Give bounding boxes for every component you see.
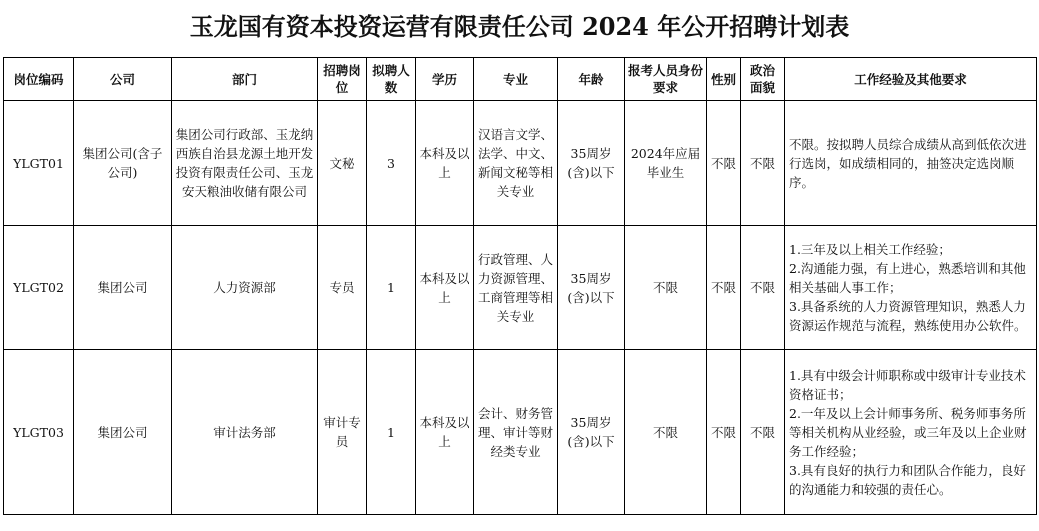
cell-requirements bbox=[785, 350, 1037, 515]
cell-department: 人力资源部 bbox=[172, 226, 318, 350]
requirement-line: 2.一年及以上会计师事务所、税务师事务所等相关机构从业经验，或三年及以上企业财务工作经验； bbox=[789, 405, 1027, 459]
cell-position: 审计专员 bbox=[318, 350, 367, 515]
header-company: 公司 bbox=[74, 58, 172, 101]
cell-politics: 不限 bbox=[741, 226, 785, 350]
cell-code: YLGT01 bbox=[4, 101, 74, 226]
cell-gender: 不限 bbox=[707, 101, 741, 226]
header-department: 部门 bbox=[172, 58, 318, 101]
cell-major: 行政管理、人力资源管理、工商管理等相关专业 bbox=[474, 226, 558, 350]
header-identity: 报考人员身份要求 bbox=[625, 58, 707, 101]
cell-company: 集团公司 bbox=[74, 350, 172, 515]
cell-company: 集团公司 bbox=[74, 226, 172, 350]
cell-identity: 不限 bbox=[625, 226, 707, 350]
cell-requirements bbox=[785, 101, 1037, 226]
cell-gender: 不限 bbox=[707, 226, 741, 350]
cell-headcount: 1 bbox=[367, 226, 416, 350]
header-position: 招聘岗位 bbox=[318, 58, 367, 101]
requirement-line: 不限。按拟聘人员综合成绩从高到低依次进行选岗，如成绩相同的，抽签决定选岗顺序。 bbox=[789, 136, 1027, 190]
cell-identity: 2024年应届毕业生 bbox=[625, 101, 707, 226]
cell-major: 会计、财务管理、审计等财经类专业 bbox=[474, 350, 558, 515]
table-header-row bbox=[4, 58, 1037, 101]
cell-politics: 不限 bbox=[741, 101, 785, 226]
cell-department: 审计法务部 bbox=[172, 350, 318, 515]
cell-education: 本科及以上 bbox=[416, 226, 474, 350]
cell-headcount: 1 bbox=[367, 350, 416, 515]
recruitment-plan-table bbox=[3, 57, 1037, 515]
requirement-line: 2.沟通能力强，有上进心，熟悉培训和其他相关基础人事工作； bbox=[789, 261, 1026, 295]
cell-major: 汉语言文学、法学、中文、新闻文秘等相关专业 bbox=[474, 101, 558, 226]
requirement-line: 1.三年及以上相关工作经验； bbox=[789, 242, 951, 257]
cell-education: 本科及以上 bbox=[416, 350, 474, 515]
cell-headcount: 3 bbox=[367, 101, 416, 226]
header-position-code: 岗位编码 bbox=[4, 58, 74, 101]
cell-position: 文秘 bbox=[318, 101, 367, 226]
page-title: 玉龙国有资本投资运营有限责任公司 2024 年公开招聘计划表 bbox=[189, 12, 850, 41]
header-headcount: 拟聘人数 bbox=[367, 58, 416, 101]
header-education: 学历 bbox=[416, 58, 474, 101]
table-row bbox=[4, 350, 1037, 515]
cell-gender: 不限 bbox=[707, 350, 741, 515]
cell-requirements bbox=[785, 226, 1037, 350]
cell-position: 专员 bbox=[318, 226, 367, 350]
header-age: 年龄 bbox=[558, 58, 625, 101]
cell-education: 本科及以上 bbox=[416, 101, 474, 226]
table-row bbox=[4, 101, 1037, 226]
cell-identity: 不限 bbox=[625, 350, 707, 515]
cell-age: 35周岁(含)以下 bbox=[558, 101, 625, 226]
requirement-line: 3.具有良好的执行力和团队合作能力，良好的沟通能力和较强的责任心。 bbox=[789, 462, 1026, 497]
header-major: 专业 bbox=[474, 58, 558, 101]
cell-code: YLGT02 bbox=[4, 226, 74, 350]
cell-politics: 不限 bbox=[741, 350, 785, 515]
table-row bbox=[4, 226, 1037, 350]
cell-company: 集团公司(含子公司) bbox=[74, 101, 172, 226]
requirement-line: 3.具备系统的人力资源管理知识，熟悉人力资源运作规范与流程，熟练使用办公软件。 bbox=[789, 299, 1027, 333]
cell-age: 35周岁(含)以下 bbox=[558, 350, 625, 515]
header-politics: 政治面貌 bbox=[741, 58, 785, 101]
cell-department: 集团公司行政部、玉龙纳西族自治县龙源土地开发投资有限责任公司、玉龙安天粮油收储有限公司 bbox=[172, 101, 318, 226]
requirement-line: 1.具有中级会计师职称或中级审计专业技术资格证书； bbox=[789, 367, 1026, 402]
cell-code: YLGT03 bbox=[4, 350, 74, 515]
cell-age: 35周岁(含)以下 bbox=[558, 226, 625, 350]
header-gender: 性别 bbox=[707, 58, 741, 101]
header-requirements: 工作经验及其他要求 bbox=[785, 58, 1037, 101]
